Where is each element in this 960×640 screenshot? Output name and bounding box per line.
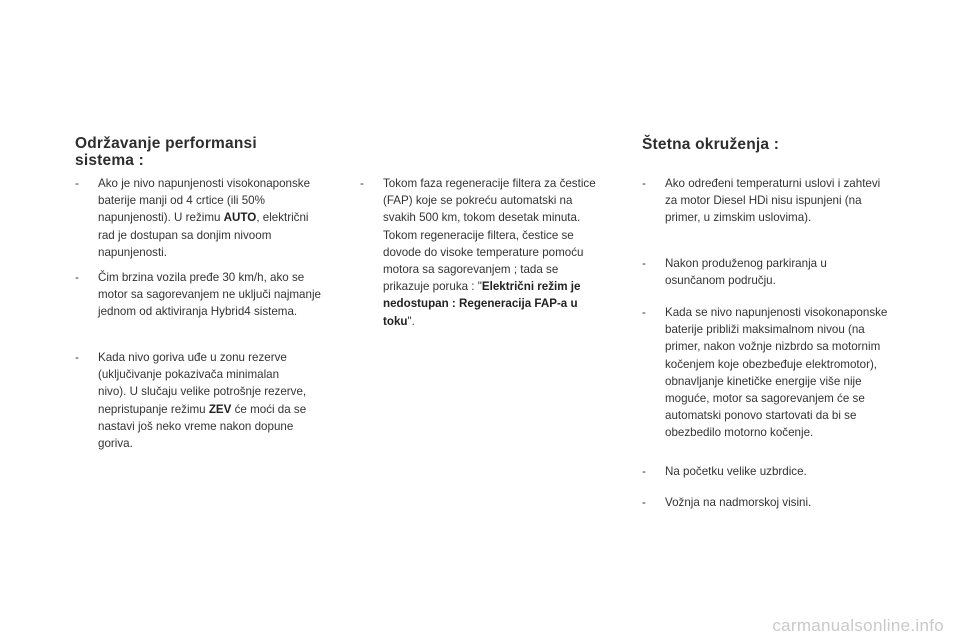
list-item: - Kada nivo goriva uđe u zonu rezerve (uključivanje pokazivača minimalan nivo). U slučaju velike potrošnje rezerve, nepristupanje režimu ZEV će moći da se nastavi još neko vreme nakon dopune goriva. (75, 351, 307, 451)
list-item: - Ako određeni temperaturni uslovi i zahtevi za motor Diesel HDi nisu ispunjeni (na primer, u zimskim uslovima). (642, 177, 881, 225)
heading-performance-maintenance: Održavanje performansi sistema : (75, 135, 257, 169)
watermark: carmanualsonline.info (772, 616, 944, 635)
mode-auto: AUTO (223, 211, 257, 225)
fap-message: toku (383, 314, 408, 328)
heading-harmful-environments: Štetna okruženja : (642, 136, 780, 153)
list-item: - Na početku velike uzbrdice. (642, 465, 807, 478)
list-item: - Vožnja na nadmorskoj visini. (642, 496, 812, 509)
fap-message: Električni režim je (481, 280, 581, 294)
list-item: - Čim brzina vozila pređe 30 km/h, ako se motor sa sagorevanjem ne uključi najmanje jednom od aktiviranja Hybrid4 sistema. (75, 271, 321, 319)
fap-message: nedostupan : Regeneracija FAP-a u (383, 297, 578, 311)
list-item: - Ako je nivo napunjenosti visokonaponske baterije manji od 4 crtice (ili 50% napunjenosti). U režimu AUTO, električni rad je dostupan sa donjim nivoom napunjenosti. (75, 177, 311, 259)
mode-zev: ZEV (208, 402, 232, 416)
list-item: - Nakon produženog parkiranja u osunčanom području. (642, 257, 827, 288)
list-item: - Kada se nivo napunjenosti visokonaponske baterije približi maksimalnom nivou (na primer, nakon vožnje nizbrdo sa motornim kočenjem koje obezbeđuje elektromotor), obnavljanje kinetičke energije više nije moguće, motor sa sagorevanjem će se automatski ponovo startovati da bi se obezbedilo motorno kočenje. (642, 306, 888, 440)
list-item: - Tokom faza regeneracije filtera za čestice (FAP) koje se pokreću automatski na svakih 500 km, tokom desetak minuta. Tokom regeneracije filtera, čestice se dovode do visoke temperature pomoću motora sa sagorevanjem ; tada se prikazuje poruka : "Električni režim je nedostupan : Regeneracija FAP-a u toku". (360, 177, 596, 328)
